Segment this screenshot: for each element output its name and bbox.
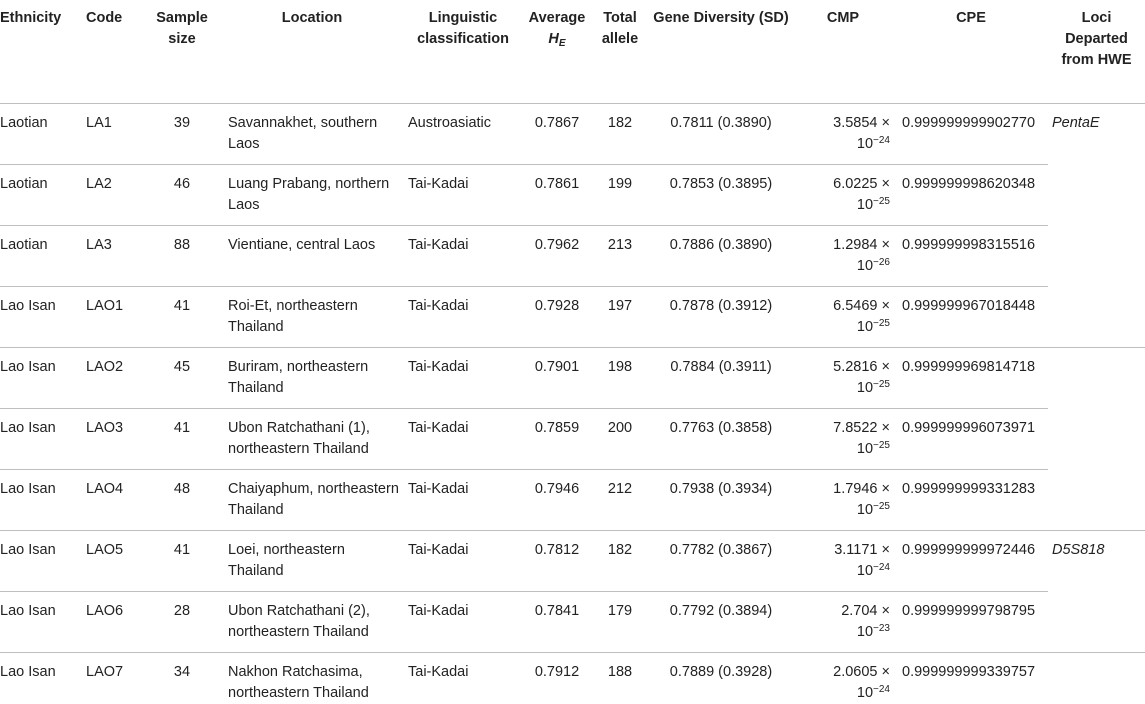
average-he-cell: 0.7861 (524, 164, 590, 225)
loci-cell (1048, 591, 1145, 652)
cpe-cell: 0.999999999339757 (894, 652, 1048, 704)
loci-cell (1048, 286, 1145, 347)
cmp-exponent: −25 (873, 317, 890, 329)
average-he-cell: 0.7867 (524, 103, 590, 164)
gene-diversity-cell: 0.7886 (0.3890) (650, 225, 792, 286)
cmp-cell (792, 103, 894, 164)
loci-cell: D5S818 (1048, 530, 1145, 591)
cmp-mantissa: 3.5854 × (833, 114, 890, 131)
cmp-cell (792, 530, 894, 591)
sample-size-cell: 41 (142, 286, 222, 347)
cmp-exponent: −25 (873, 195, 890, 207)
table-row (0, 286, 1145, 347)
header-he-symbol: H (548, 31, 559, 47)
linguistic-cell: Tai-Kadai (402, 164, 524, 225)
cmp-cell (792, 164, 894, 225)
location-cell: Buriram, northeastern Thailand (222, 347, 402, 408)
total-allele-cell: 197 (590, 286, 650, 347)
linguistic-cell: Tai-Kadai (402, 347, 524, 408)
ethnicity-cell: Laotian (0, 103, 82, 164)
code-cell: LAO4 (82, 469, 142, 530)
gene-diversity-cell: 0.7782 (0.3867) (650, 530, 792, 591)
average-he-cell: 0.7946 (524, 469, 590, 530)
cmp-cell (792, 469, 894, 530)
ethnicity-cell: Lao Isan (0, 347, 82, 408)
location-cell: Nakhon Ratchasima, northeastern Thailand (222, 652, 402, 704)
ethnicity-cell: Laotian (0, 164, 82, 225)
cmp-mantissa: 3.1171 × (834, 541, 890, 558)
header-total-allele: Total allele (590, 0, 650, 103)
total-allele-cell: 182 (590, 530, 650, 591)
average-he-cell: 0.7812 (524, 530, 590, 591)
location-cell: Roi-Et, northeastern Thailand (222, 286, 402, 347)
cmp-cell (792, 591, 894, 652)
location-cell: Luang Prabang, northern Laos (222, 164, 402, 225)
total-allele-cell: 212 (590, 469, 650, 530)
cpe-cell: 0.999999999798795 (894, 591, 1048, 652)
cmp-mantissa: 1.7946 × (833, 480, 890, 497)
header-ethnicity: Ethnicity (0, 0, 82, 103)
header-he-subscript: E (558, 38, 566, 49)
gene-diversity-cell: 0.7811 (0.3890) (650, 103, 792, 164)
gene-diversity-cell: 0.7884 (0.3911) (650, 347, 792, 408)
loci-cell: PentaE (1048, 103, 1145, 164)
code-cell: LAO1 (82, 286, 142, 347)
cmp-exponent: −24 (873, 683, 890, 695)
header-sample-size: Sample size (142, 0, 222, 103)
ethnicity-cell: Lao Isan (0, 408, 82, 469)
header-loci: Loci Departed from HWE (1048, 0, 1145, 103)
code-cell: LAO5 (82, 530, 142, 591)
cmp-exponent: −26 (873, 256, 890, 268)
loci-cell (1048, 225, 1145, 286)
total-allele-cell: 188 (590, 652, 650, 704)
linguistic-cell: Tai-Kadai (402, 530, 524, 591)
cmp-exponent: −24 (873, 134, 890, 146)
header-gene-diversity: Gene Diversity (SD) (650, 0, 792, 103)
cmp-base: 10 (856, 196, 874, 213)
cpe-cell: 0.999999967018448 (894, 286, 1048, 347)
code-cell: LA3 (82, 225, 142, 286)
loci-cell (1048, 652, 1145, 704)
sample-size-cell: 41 (142, 408, 222, 469)
cmp-base: 10 (856, 318, 874, 335)
ethnicity-cell: Lao Isan (0, 469, 82, 530)
cpe-cell: 0.999999969814718 (894, 347, 1048, 408)
sample-size-cell: 48 (142, 469, 222, 530)
header-row (0, 0, 1145, 103)
cmp-exponent: −25 (873, 378, 890, 390)
code-cell: LA1 (82, 103, 142, 164)
cmp-base: 10 (856, 257, 874, 274)
table-row (0, 164, 1145, 225)
ethnicity-cell: Laotian (0, 225, 82, 286)
linguistic-cell: Tai-Kadai (402, 652, 524, 704)
code-cell: LAO7 (82, 652, 142, 704)
average-he-cell: 0.7928 (524, 286, 590, 347)
header-cpe: CPE (894, 0, 1048, 103)
cpe-cell: 0.999999996073971 (894, 408, 1048, 469)
total-allele-cell: 213 (590, 225, 650, 286)
loci-cell (1048, 164, 1145, 225)
table-body (0, 103, 1145, 704)
location-cell: Chaiyaphum, northeastern Thailand (222, 469, 402, 530)
gene-diversity-cell: 0.7889 (0.3928) (650, 652, 792, 704)
ethnicity-cell: Lao Isan (0, 530, 82, 591)
average-he-cell: 0.7841 (524, 591, 590, 652)
cmp-cell (792, 347, 894, 408)
cmp-mantissa: 7.8522 × (833, 419, 890, 436)
cmp-cell (792, 408, 894, 469)
code-cell: LA2 (82, 164, 142, 225)
sample-size-cell: 39 (142, 103, 222, 164)
cmp-exponent: −24 (873, 561, 890, 573)
cmp-cell (792, 225, 894, 286)
header-linguistic: Linguistic classification (402, 0, 524, 103)
cmp-exponent: −25 (873, 439, 890, 451)
total-allele-cell: 198 (590, 347, 650, 408)
sample-size-cell: 34 (142, 652, 222, 704)
cmp-cell (792, 652, 894, 704)
table-row (0, 530, 1145, 591)
header-location: Location (222, 0, 402, 103)
total-allele-cell: 182 (590, 103, 650, 164)
location-cell: Ubon Ratchathani (1), northeastern Thailand (222, 408, 402, 469)
linguistic-cell: Tai-Kadai (402, 225, 524, 286)
cmp-base: 10 (856, 135, 874, 152)
linguistic-cell: Austroasiatic (402, 103, 524, 164)
cmp-base: 10 (856, 379, 874, 396)
average-he-cell: 0.7901 (524, 347, 590, 408)
cmp-mantissa: 2.704 × (841, 602, 890, 619)
cmp-mantissa: 6.0225 × (833, 175, 890, 192)
table-row (0, 591, 1145, 652)
cmp-exponent: −23 (873, 622, 890, 634)
cmp-base: 10 (856, 623, 874, 640)
gene-diversity-cell: 0.7763 (0.3858) (650, 408, 792, 469)
ethnicity-cell: Lao Isan (0, 591, 82, 652)
total-allele-cell: 199 (590, 164, 650, 225)
average-he-cell: 0.7859 (524, 408, 590, 469)
cmp-base: 10 (856, 501, 874, 518)
sample-size-cell: 41 (142, 530, 222, 591)
total-allele-cell: 200 (590, 408, 650, 469)
cmp-base: 10 (856, 562, 874, 579)
table-row (0, 103, 1145, 164)
gene-diversity-cell: 0.7938 (0.3934) (650, 469, 792, 530)
table-row (0, 347, 1145, 408)
cmp-exponent: −25 (873, 500, 890, 512)
cmp-base: 10 (856, 684, 874, 701)
loci-cell (1048, 469, 1145, 530)
cpe-cell: 0.999999999331283 (894, 469, 1048, 530)
total-allele-cell: 179 (590, 591, 650, 652)
header-cmp: CMP (792, 0, 894, 103)
linguistic-cell: Tai-Kadai (402, 408, 524, 469)
cpe-cell: 0.999999998315516 (894, 225, 1048, 286)
loci-cell (1048, 408, 1145, 469)
average-he-cell: 0.7912 (524, 652, 590, 704)
sample-size-cell: 46 (142, 164, 222, 225)
code-cell: LAO3 (82, 408, 142, 469)
sample-size-cell: 45 (142, 347, 222, 408)
ethnicity-cell: Lao Isan (0, 652, 82, 704)
location-cell: Loei, northeastern Thailand (222, 530, 402, 591)
gene-diversity-cell: 0.7853 (0.3895) (650, 164, 792, 225)
ethnicity-cell: Lao Isan (0, 286, 82, 347)
table-row (0, 408, 1145, 469)
cmp-mantissa: 2.0605 × (833, 663, 890, 680)
cmp-base: 10 (856, 440, 874, 457)
header-code: Code (82, 0, 142, 103)
table-row (0, 469, 1145, 530)
table-row (0, 225, 1145, 286)
location-cell: Vientiane, central Laos (222, 225, 402, 286)
gene-diversity-cell: 0.7878 (0.3912) (650, 286, 792, 347)
header-average-label: Average (528, 10, 586, 26)
code-cell: LAO2 (82, 347, 142, 408)
cpe-cell: 0.999999999902770 (894, 103, 1048, 164)
cmp-mantissa: 6.5469 × (833, 297, 890, 314)
linguistic-cell: Tai-Kadai (402, 469, 524, 530)
cpe-cell: 0.999999998620348 (894, 164, 1048, 225)
table-row (0, 652, 1145, 704)
code-cell: LAO6 (82, 591, 142, 652)
location-cell: Savannakhet, southern Laos (222, 103, 402, 164)
header-average-he (524, 0, 590, 103)
average-he-cell: 0.7962 (524, 225, 590, 286)
cmp-cell (792, 286, 894, 347)
cpe-cell: 0.999999999972446 (894, 530, 1048, 591)
sample-size-cell: 88 (142, 225, 222, 286)
linguistic-cell: Tai-Kadai (402, 286, 524, 347)
loci-cell (1048, 347, 1145, 408)
linguistic-cell: Tai-Kadai (402, 591, 524, 652)
sample-size-cell: 28 (142, 591, 222, 652)
gene-diversity-cell: 0.7792 (0.3894) (650, 591, 792, 652)
cmp-mantissa: 5.2816 × (833, 358, 890, 375)
location-cell: Ubon Ratchathani (2), northeastern Thailand (222, 591, 402, 652)
cmp-mantissa: 1.2984 × (833, 236, 890, 253)
